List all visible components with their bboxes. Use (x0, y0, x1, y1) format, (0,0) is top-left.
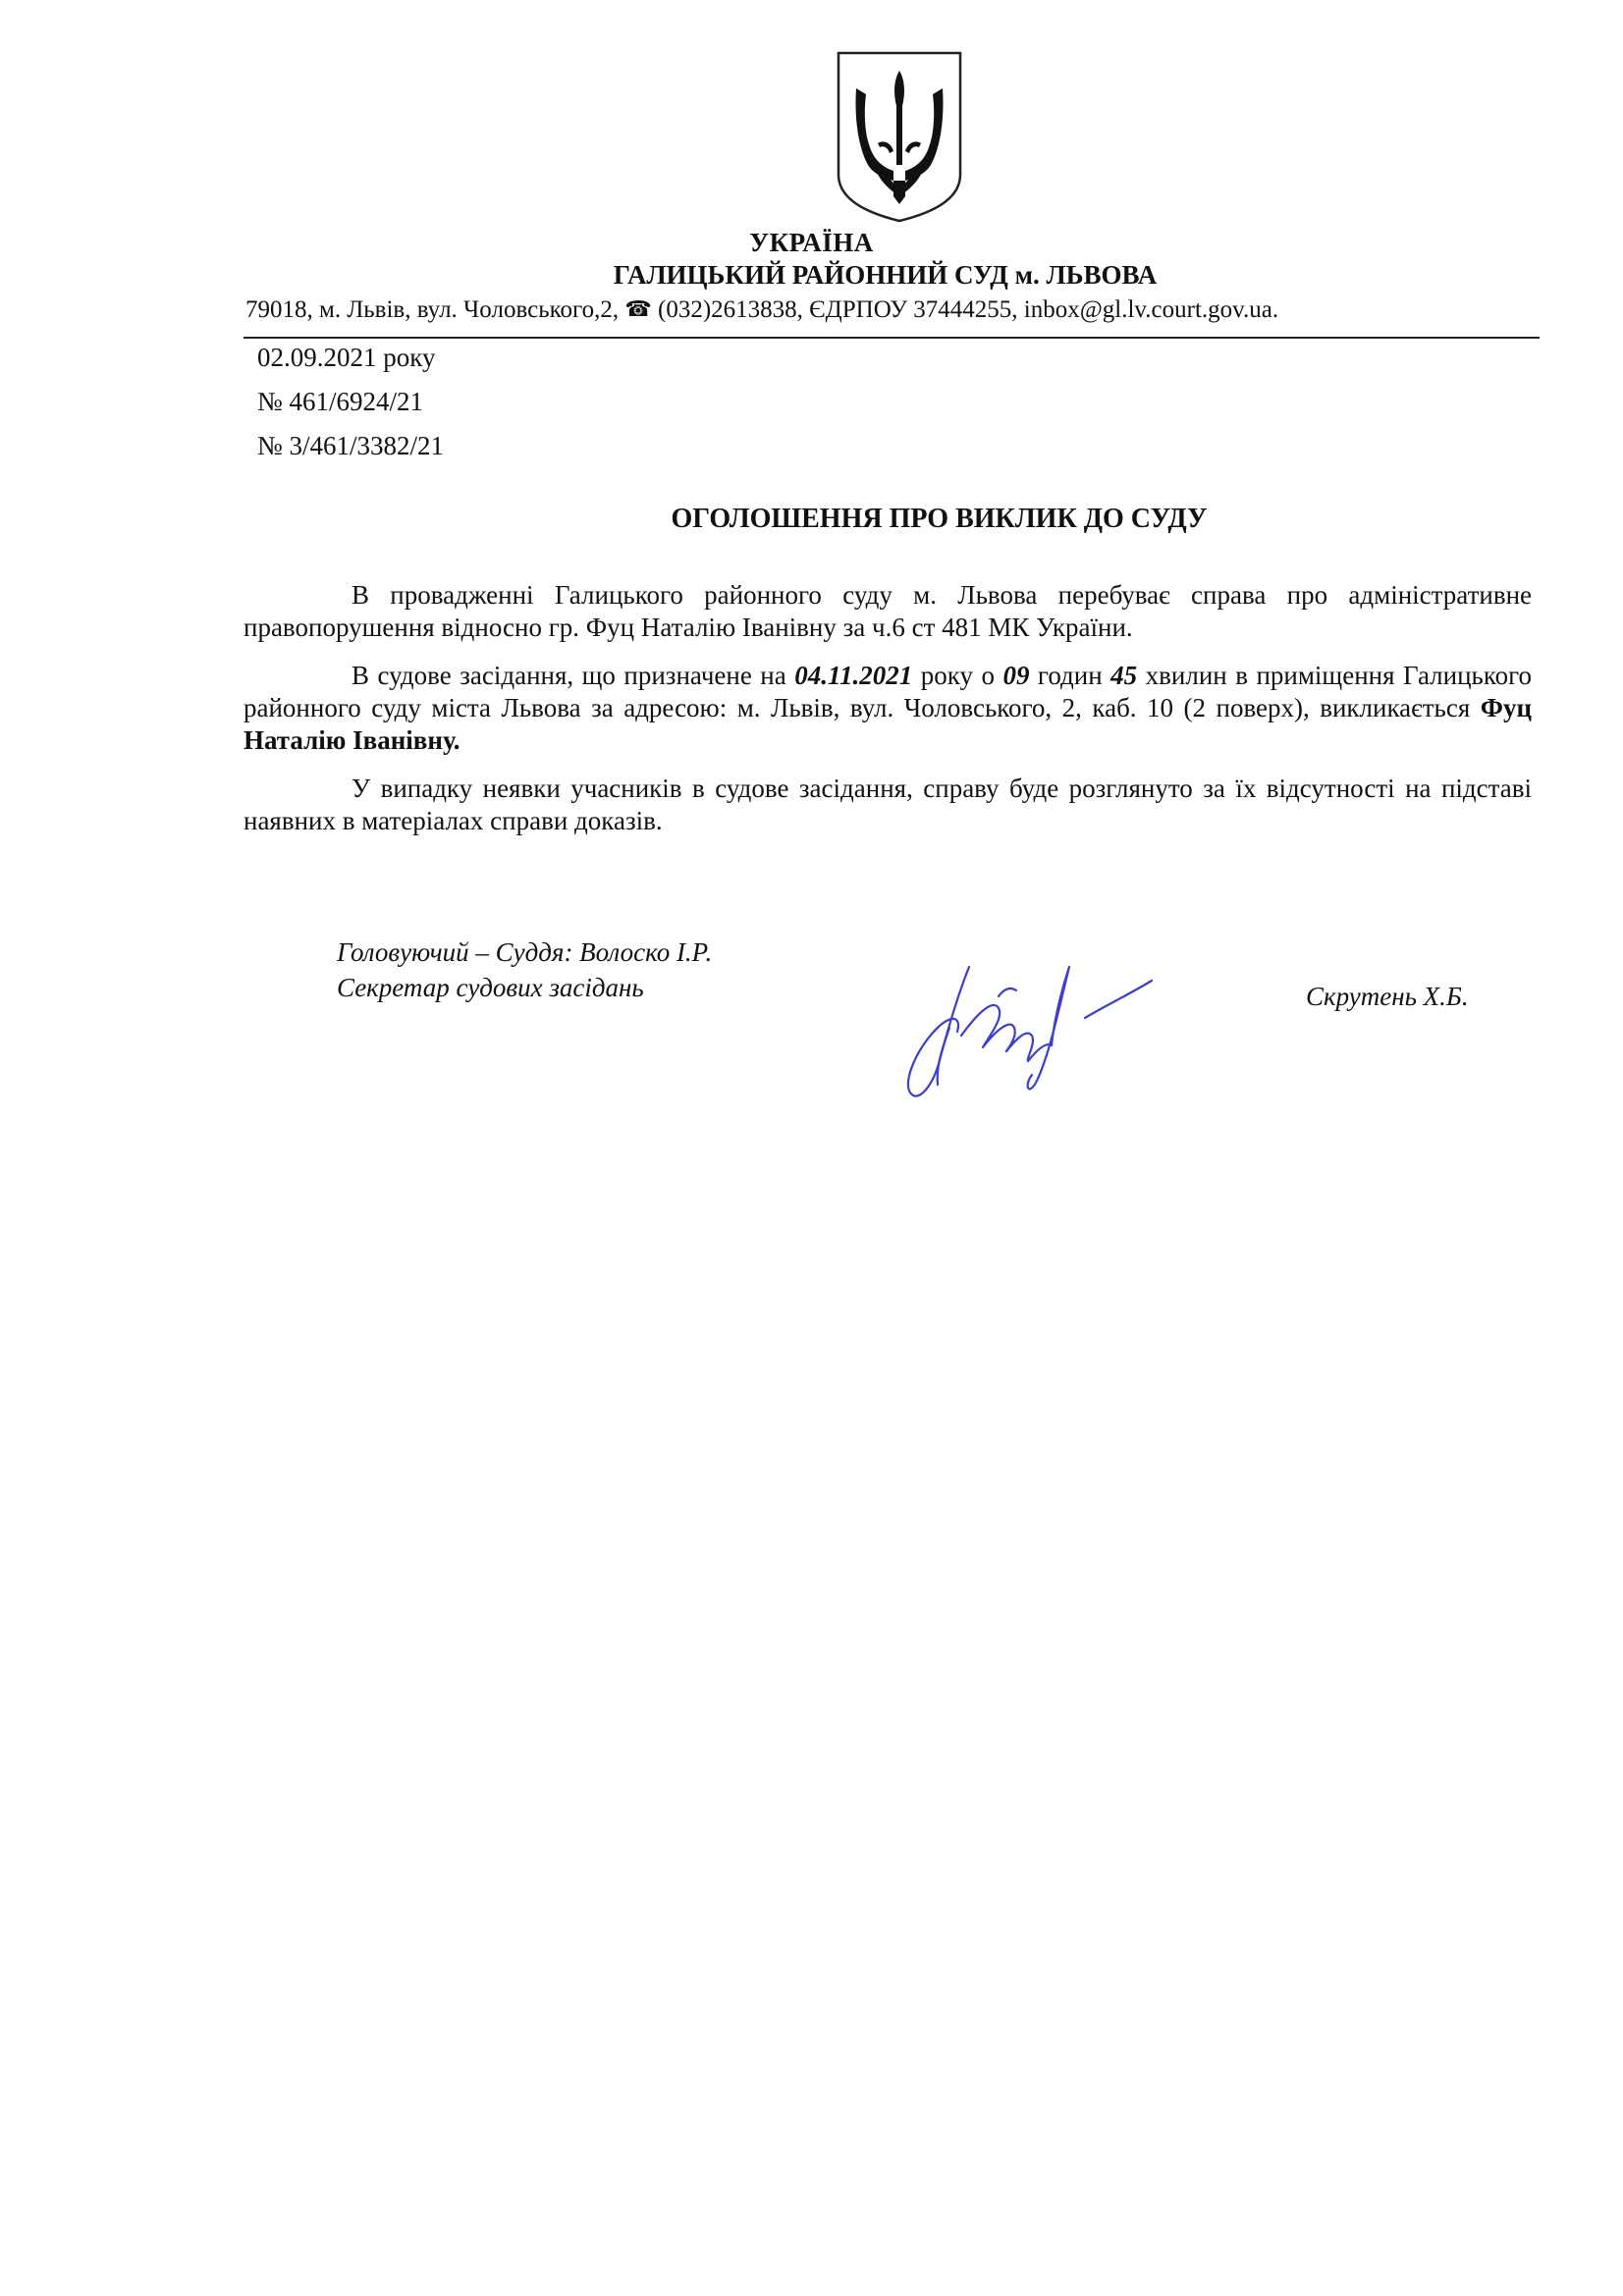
paragraph-case: В провадженні Галицького районного суду м. Львова перебуває справа про адміністративне правопорушення відносно гр. Фуц Наталію Іванівну за ч.6 ст 481 МК України. (243, 580, 1532, 642)
summoned-person: Фуц Наталію Іванівну. (243, 693, 1532, 755)
document-body (243, 579, 1532, 853)
coat-of-arms-icon (835, 49, 964, 224)
hearing-hours: 09 (1002, 661, 1030, 690)
signature-block (337, 934, 712, 1005)
country-title: УКРАЇНА (749, 228, 874, 257)
handwritten-signature-icon (889, 937, 1163, 1114)
proceeding-number: № 3/461/3382/21 (257, 431, 445, 460)
hearing-text-d: хвилин в приміщення Галицького районного суду міста Львова за адресою: м. Львів, вул. Чоловського, 2, каб. 10 (2 поверх), викликається (243, 661, 1532, 722)
telephone-icon: ☎ (624, 296, 652, 321)
secretary-name: Скрутень Х.Б. (1306, 982, 1469, 1011)
contact-text: (032)2613838, ЄДРПОУ 37444255, inbox@gl.lv.court.gov.ua. (658, 296, 1279, 323)
paragraph-hearing (243, 660, 1532, 757)
court-name: ГАЛИЦЬКИЙ РАЙОННИЙ СУД м. ЛЬВОВА (613, 260, 1158, 290)
hearing-minutes: 45 (1110, 661, 1138, 690)
hearing-text-a: В судове засідання, що призначене на (352, 661, 795, 690)
secretary-title: Секретар судових засідань (337, 973, 644, 1002)
case-number: № 461/6924/21 (257, 387, 424, 416)
court-address-line (245, 296, 1512, 324)
presiding-judge: Головуючий – Суддя: Волоско І.Р. (337, 937, 713, 967)
address-text: 79018, м. Львів, вул. Чоловського,2, (245, 296, 620, 323)
document-heading: ОГОЛОШЕННЯ ПРО ВИКЛИК ДО СУДУ (671, 504, 1208, 534)
paragraph-absence: У випадку неявки учасників в судове засідання, справу буде розглянуто за їх відсутності на підставі наявних в матеріалах справи доказів. (243, 774, 1532, 835)
hearing-text-c: годин (1029, 661, 1111, 690)
hearing-text-b: року о (912, 661, 1003, 690)
document-meta (257, 336, 444, 468)
document-date: 02.09.2021 року (257, 343, 436, 372)
hearing-date: 04.11.2021 (794, 661, 913, 690)
